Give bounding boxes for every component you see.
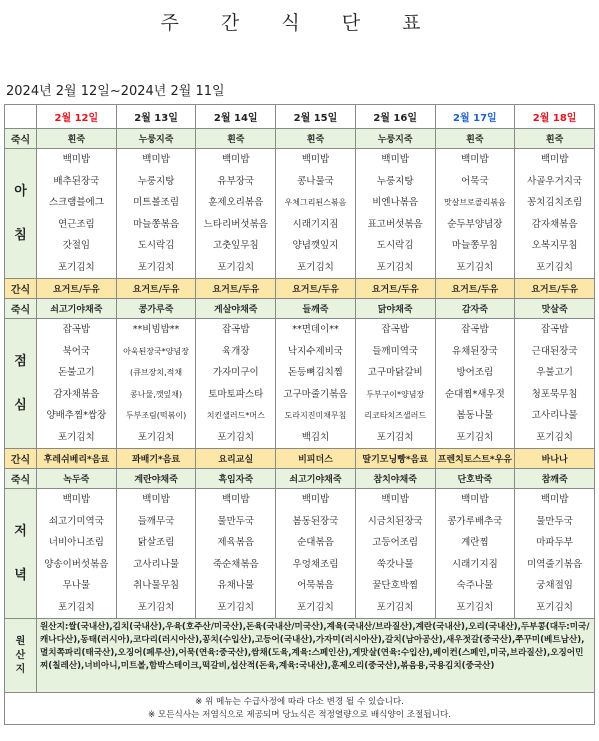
dinner-porridge-item: 흑임자죽	[196, 469, 276, 489]
menu-item: 꽁치김치조림	[527, 197, 583, 208]
menu-item: 시래기지짐	[292, 218, 339, 230]
menu-item: 백미밥	[381, 154, 409, 165]
morning-snack-item: 요거트/두유	[196, 279, 276, 299]
menu-item: 포기김치	[456, 431, 494, 443]
lunch-menu-cell	[37, 319, 117, 449]
menu-item: 연근조림	[57, 218, 95, 230]
dinner-menu-cell	[37, 489, 117, 619]
menu-item: 포기김치	[57, 261, 95, 273]
menu-item: 우불고기	[536, 367, 573, 378]
menu-item: 포기김치	[376, 261, 414, 273]
menu-item: 돈불고기	[57, 367, 95, 378]
notice-row	[5, 693, 595, 725]
breakfast-porridge-row	[5, 129, 595, 149]
menu-item: 잡곡밥	[461, 324, 489, 335]
day-header: 2월 16일	[355, 105, 435, 129]
menu-item: 누룽지탕	[137, 175, 175, 187]
menu-item: 백미밥	[301, 154, 330, 165]
lunch-porridge-item: 쇠고기야채죽	[37, 299, 117, 319]
menu-item: 도라지진미채무침	[284, 411, 347, 420]
day-header: 2월 18일	[515, 105, 595, 129]
dinner-row	[5, 489, 595, 619]
menu-item: 돈등뼈김치찜	[287, 367, 343, 378]
menu-item: 닭살조림	[137, 537, 175, 548]
lunch-menu-cell	[116, 319, 196, 449]
menu-item: 잡곡밥	[62, 324, 91, 335]
menu-item: 두부조림(떡볶이)	[125, 411, 187, 420]
menu-item: 들깨무국	[137, 515, 175, 527]
menu-item: 콩가루배추국	[447, 515, 503, 527]
menu-item: (큐브장치,적채	[130, 368, 183, 377]
origin-text: 원산지:쌀(국내산),김치(국내산),우육(호주산/미국산),돈육(국내산/미국산),계육(국내산/브라질산),계란(국내산),오리(국내산),두부콩(대두:미국/캐나다산),동태(러시아),코다리(러시아산),꽁치(수입산),고등어(국내산),가자미(러시아산),갈치(남아공산),새우젓갈(중국산),쭈꾸미(베트남산),멸치쪽파리(태국산),오징어(페루산),어묵(연육:중국산),쌈채(도육,계육:스페인산),게맛살(연육:수입산),베이컨(스페인,미국,브라질산),오징어민찌(칠레산),너비아니,미트볼,함박스테이크,떡갈비,섭산적(돈육,계육:국내산),훈제오리(중국산),볶음용,국용김치(중국산)	[37, 619, 595, 693]
menu-item: 두부구이*양념장	[366, 389, 425, 399]
dinner-label	[5, 489, 37, 619]
menu-item: 포기김치	[57, 431, 95, 443]
breakfast-label	[5, 149, 37, 279]
menu-item: 포기김치	[376, 431, 414, 443]
menu-item: 포기김치	[137, 601, 175, 613]
menu-item: 물만두국	[217, 515, 255, 527]
lunch-menu-cell	[355, 319, 435, 449]
breakfast-porridge-item: 흰죽	[435, 129, 515, 149]
menu-item: 백미밥	[461, 154, 489, 165]
menu-item: 오복지무침	[531, 240, 578, 251]
afternoon-snack-item: 비피더스	[276, 449, 356, 469]
dinner-porridge-item: 계란야채죽	[116, 469, 196, 489]
menu-item: 배추된장국	[53, 175, 100, 187]
menu-item: 양송이버섯볶음	[44, 558, 109, 570]
day-header: 2월 13일	[116, 105, 196, 129]
menu-item: 사골우거지국	[527, 175, 583, 187]
breakfast-menu-cell	[515, 149, 595, 279]
menu-item: 시금치된장국	[367, 515, 423, 527]
menu-item: 콩나물국	[297, 175, 334, 187]
menu-item: 양념깻잎지	[292, 240, 339, 251]
menu-item: 어묵볶음	[297, 580, 334, 591]
weekly-menu-table	[4, 104, 595, 725]
menu-item: 잡곡밥	[540, 324, 569, 335]
menu-item: 물만두국	[536, 515, 573, 527]
menu-item: 무나물	[62, 580, 91, 591]
menu-item: 포기김치	[217, 601, 255, 613]
lunch-menu-cell	[435, 319, 515, 449]
lunch-porridge-item: 맛살죽	[515, 299, 595, 319]
morning-snack-item: 요거트/두유	[355, 279, 435, 299]
menu-item: 유채된장국	[451, 345, 498, 357]
menu-item: 제육볶음	[217, 537, 255, 548]
menu-item: 포기김치	[57, 601, 95, 613]
afternoon-snack-item: 꽈배기*음료	[116, 449, 196, 469]
menu-item: 포기김치	[297, 261, 334, 273]
menu-item: 북어국	[62, 345, 91, 357]
day-header: 2월 12일	[37, 105, 117, 129]
menu-item: 고춧잎무침	[212, 240, 259, 251]
menu-item: 백미밥	[221, 154, 250, 165]
dinner-menu-cell	[435, 489, 515, 619]
menu-item: 순두부양념장	[447, 218, 503, 230]
menu-item: 포기김치	[456, 261, 494, 273]
menu-item: 계란찜	[461, 537, 489, 548]
menu-item: 포기김치	[217, 431, 255, 443]
breakfast-menu-cell	[37, 149, 117, 279]
breakfast-menu-cell	[355, 149, 435, 279]
day-header: 2월 15일	[276, 105, 356, 129]
dinner-porridge-row	[5, 469, 595, 489]
dinner-porridge-item: 녹두죽	[37, 469, 117, 489]
menu-item: 감자채볶음	[53, 388, 100, 400]
menu-item: 어묵국	[461, 175, 489, 187]
breakfast-porridge-item: 흰죽	[276, 129, 356, 149]
menu-item: 백미밥	[142, 494, 170, 505]
menu-item: 포기김치	[536, 431, 573, 443]
menu-item: 죽순채볶음	[212, 558, 259, 570]
menu-item: 궁채절임	[536, 580, 573, 591]
porridge-label: 죽식	[5, 469, 37, 489]
lunch-porridge-item: 게살야채죽	[196, 299, 276, 319]
origin-label-text: 원 산 지	[15, 635, 26, 675]
menu-item: 백미밥	[540, 494, 569, 505]
menu-item: 누룽지탕	[376, 175, 414, 187]
dinner-menu-cell	[196, 489, 276, 619]
menu-item: 근대된장국	[531, 345, 578, 357]
dinner-menu-cell	[116, 489, 196, 619]
afternoon-snack-item: 딸기모닝빵*음료	[355, 449, 435, 469]
menu-item: 도시락김	[376, 240, 414, 251]
lunch-label-text: 점 심	[14, 353, 27, 413]
breakfast-porridge-item: 흰죽	[196, 129, 276, 149]
notice-cell	[5, 693, 595, 725]
menu-item: **비빔밥**	[132, 324, 180, 335]
afternoon-snack-row	[5, 449, 595, 469]
breakfast-menu-cell	[276, 149, 356, 279]
lunch-porridge-item: 들깨죽	[276, 299, 356, 319]
menu-item: 느타리버섯볶음	[203, 218, 268, 230]
menu-item: 미트볼조림	[133, 197, 179, 208]
menu-item: 감자채볶음	[531, 218, 578, 230]
morning-snack-item: 요거트/두유	[37, 279, 117, 299]
menu-item: 아욱된장국*양념장	[123, 346, 189, 356]
menu-item: 도시락김	[137, 240, 175, 251]
breakfast-menu-cell	[116, 149, 196, 279]
menu-item: 리코타치즈샐러드	[364, 411, 427, 420]
menu-item: 마늘쫑무침	[451, 240, 498, 251]
morning-snack-row	[5, 279, 595, 299]
menu-item: 포기김치	[137, 431, 175, 443]
menu-item: 우체그리된스볶음	[284, 198, 347, 207]
notice-line: ※ 위 메뉴는 수급사정에 따라 다소 변경 될 수 있습니다.	[195, 696, 404, 707]
day-header-row	[5, 105, 595, 129]
menu-item: 포기김치	[376, 601, 414, 613]
lunch-row	[5, 319, 595, 449]
lunch-porridge-item: 콩가루죽	[116, 299, 196, 319]
menu-item: 포기김치	[217, 261, 255, 273]
menu-item: 들깨미역국	[372, 345, 419, 357]
menu-item: 비엔나볶음	[372, 197, 419, 208]
menu-item: 시래기지짐	[451, 558, 498, 570]
breakfast-porridge-item: 흰죽	[515, 129, 595, 149]
menu-item: 순대찜*새우젓	[444, 388, 505, 400]
afternoon-snack-item: 바나나	[515, 449, 595, 469]
menu-item: 잡곡밥	[221, 324, 250, 335]
afternoon-snack-item: 요리교실	[196, 449, 276, 469]
menu-item: 고구마줄기볶음	[283, 388, 348, 400]
dinner-label-text: 저 녁	[14, 523, 27, 583]
dinner-menu-cell	[355, 489, 435, 619]
breakfast-row	[5, 149, 595, 279]
menu-item: 숙주나물	[456, 580, 494, 591]
porridge-label: 죽식	[5, 299, 37, 319]
menu-item: 양배추찜*쌈장	[46, 410, 107, 421]
menu-item: 유부장국	[217, 175, 255, 187]
menu-item: 꿀단호박찜	[372, 580, 419, 591]
menu-item: 고사리나물	[133, 558, 179, 570]
dinner-porridge-item: 단호박죽	[435, 469, 515, 489]
menu-item: 백미밥	[301, 494, 330, 505]
breakfast-porridge-item: 누룽지죽	[116, 129, 196, 149]
menu-item: 미역줄기볶음	[527, 558, 583, 570]
menu-item: 고등어조림	[372, 537, 419, 548]
menu-item: 고사리나물	[531, 410, 578, 421]
menu-item: 백미밥	[62, 494, 91, 505]
breakfast-porridge-item: 누룽지죽	[355, 129, 435, 149]
page-title: 주 간 식 단 표	[160, 12, 439, 34]
dinner-porridge-item: 쇠고기야채죽	[276, 469, 356, 489]
origin-label	[5, 619, 37, 693]
menu-item: 낙지수제비국	[287, 345, 343, 357]
menu-item: 백미밥	[381, 494, 409, 505]
menu-item: 순대볶음	[297, 537, 334, 548]
breakfast-porridge-item: 흰죽	[37, 129, 117, 149]
dinner-porridge-item: 참치야채죽	[355, 469, 435, 489]
menu-item: 포기김치	[297, 601, 334, 613]
menu-item: 마파두부	[536, 537, 573, 548]
menu-item: 포기김치	[536, 261, 573, 273]
menu-item: 마늘쫑볶음	[133, 218, 179, 230]
menu-item: 백미밥	[540, 154, 569, 165]
menu-item: **면데이**	[292, 324, 339, 335]
menu-period: 2024년 2월 12일~2024년 2월 11일	[6, 84, 225, 99]
morning-snack-item: 요거트/두유	[435, 279, 515, 299]
afternoon-snack-item: 후레쉬베리*음료	[37, 449, 117, 469]
morning-snack-item: 요거트/두유	[116, 279, 196, 299]
lunch-menu-cell	[276, 319, 356, 449]
menu-item: 고구마닭갈비	[367, 367, 423, 378]
menu-item: 우엉채조림	[292, 558, 339, 570]
morning-snack-item: 요거트/두유	[276, 279, 356, 299]
breakfast-menu-cell	[196, 149, 276, 279]
lunch-menu-cell	[196, 319, 276, 449]
menu-item: 훈제오리볶음	[208, 197, 264, 208]
menu-item: 잡곡밥	[381, 324, 409, 335]
dinner-porridge-item: 참깨죽	[515, 469, 595, 489]
lunch-label	[5, 319, 37, 449]
menu-item: 유채나물	[217, 580, 255, 591]
day-header: 2월 14일	[196, 105, 276, 129]
porridge-label: 죽식	[5, 129, 37, 149]
menu-item: 갓절임	[62, 240, 91, 251]
menu-item: 토마토파스타	[208, 388, 264, 400]
menu-item: 쇠고기미역국	[48, 515, 104, 527]
menu-item: 백미밥	[142, 154, 170, 165]
menu-item: 취나물무침	[133, 580, 179, 591]
afternoon-snack-item: 프렌치토스트*우유	[435, 449, 515, 469]
menu-item: 표고버섯볶음	[367, 218, 423, 230]
breakfast-menu-cell	[435, 149, 515, 279]
notice-line: ※ 모든식사는 저염식으로 제공되며 당뇨식은 적정열량으로 배식양이 조절됩니다.	[147, 709, 451, 720]
menu-item: 백미밥	[461, 494, 489, 505]
snack-label: 간식	[5, 279, 37, 299]
lunch-porridge-item: 감자죽	[435, 299, 515, 319]
dinner-menu-cell	[276, 489, 356, 619]
menu-item: 너비아니조림	[48, 537, 104, 548]
menu-item: 가자미구이	[212, 367, 259, 378]
menu-item: 포기김치	[536, 601, 573, 613]
lunch-porridge-item: 닭야채죽	[355, 299, 435, 319]
menu-item: 맛살브로콜리볶음	[443, 198, 506, 207]
menu-item: 스크램블에그	[48, 197, 104, 208]
menu-item: 백미밥	[221, 494, 250, 505]
menu-item: 청포묵무침	[531, 388, 578, 400]
menu-item: 육개장	[221, 345, 250, 357]
breakfast-label-text: 아 침	[14, 183, 27, 243]
menu-item: 봄동나물	[456, 410, 494, 421]
menu-item: 백미밥	[62, 154, 91, 165]
snack-label: 간식	[5, 449, 37, 469]
lunch-menu-cell	[515, 319, 595, 449]
menu-item: 쑥갓나물	[376, 558, 414, 570]
menu-item: 포기김치	[456, 601, 494, 613]
menu-item: 봄동된장국	[292, 515, 339, 527]
day-header: 2월 17일	[435, 105, 515, 129]
corner-cell	[5, 105, 37, 129]
origin-row	[5, 619, 595, 693]
menu-item: 콩나물,깻잎채)	[130, 389, 183, 399]
dinner-menu-cell	[515, 489, 595, 619]
menu-item: 백김치	[301, 431, 330, 443]
lunch-porridge-row	[5, 299, 595, 319]
morning-snack-item: 요거트/두유	[515, 279, 595, 299]
menu-item: 치킨샐러드*머스	[206, 411, 265, 420]
menu-item: 방어조림	[456, 367, 494, 378]
menu-item: 포기김치	[137, 261, 175, 273]
